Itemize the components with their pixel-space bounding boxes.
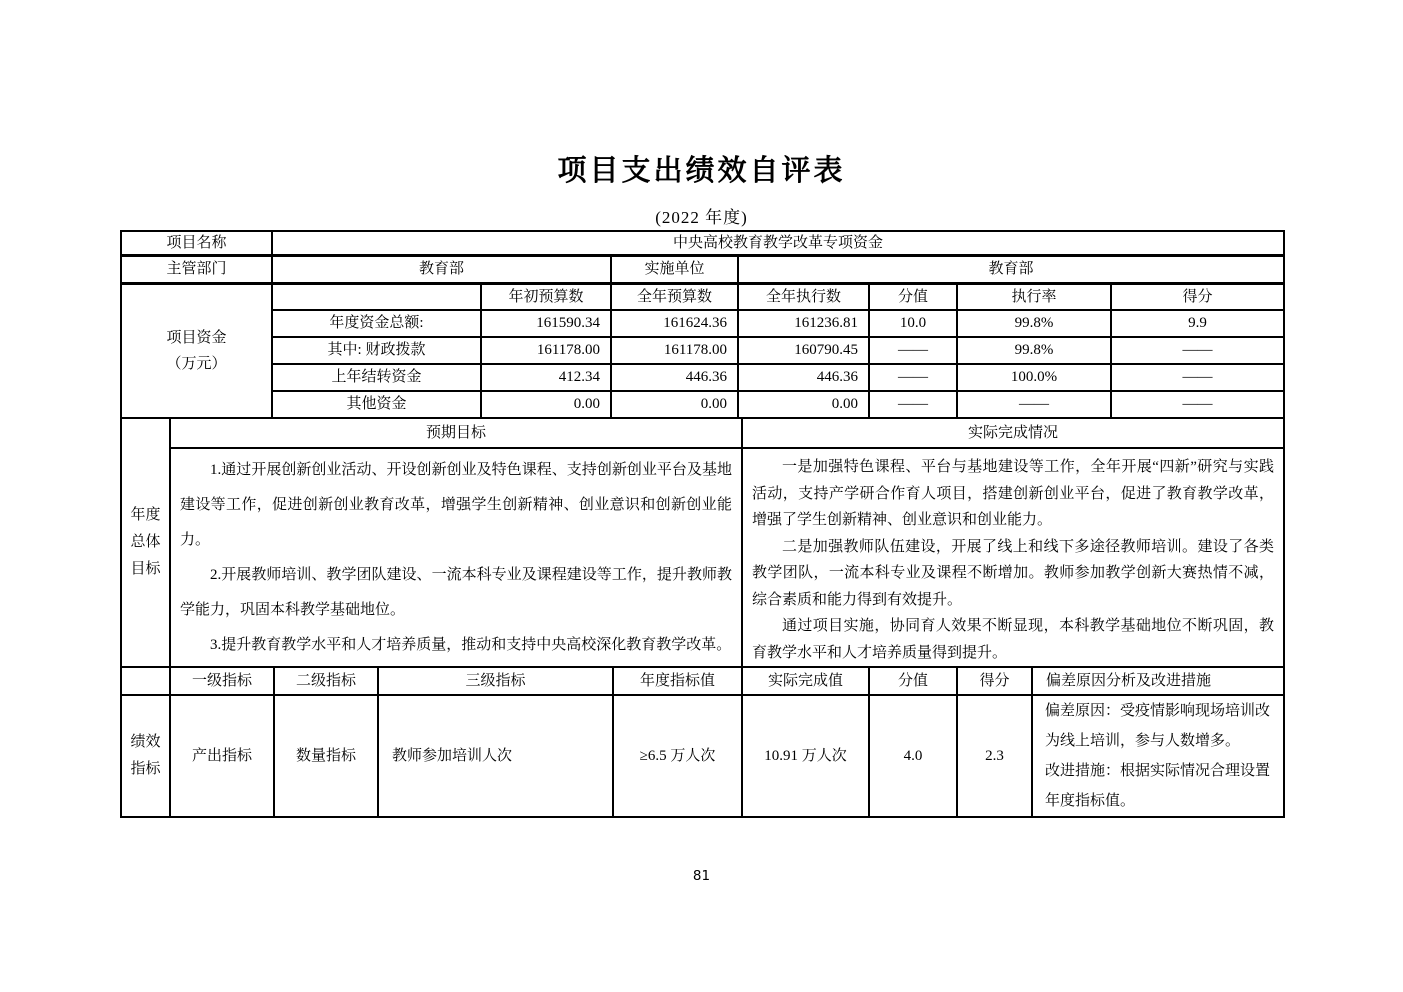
fund-initial: 161178.00 xyxy=(481,337,611,364)
fund-executed: 446.36 xyxy=(738,364,869,391)
table-row xyxy=(121,364,1284,391)
deviation-analysis-cell xyxy=(1032,695,1284,817)
page-number: 81 xyxy=(692,868,711,884)
goals-section-label-text: 年度总体目标 xyxy=(130,507,161,577)
fund-weight: —— xyxy=(869,337,957,364)
goals-header-row xyxy=(121,418,1284,448)
funds-header-weight: 分值 xyxy=(869,283,957,310)
indicator-level1: 产出指标 xyxy=(170,695,274,817)
fund-initial: 412.34 xyxy=(481,364,611,391)
fund-row-name: 上年结转资金 xyxy=(272,364,481,391)
funds-header-annual: 全年预算数 xyxy=(611,283,738,310)
funds-header-rate: 执行率 xyxy=(957,283,1111,310)
expected-goals-text xyxy=(170,448,742,667)
indicators-table xyxy=(120,666,1285,818)
page-subtitle: (2022 年度) xyxy=(655,208,748,227)
indicator-header-level3: 三级指标 xyxy=(378,667,613,695)
fund-annual: 161624.36 xyxy=(611,310,738,337)
indicator-header-deviation: 偏差原因分析及改进措施 xyxy=(1032,667,1284,695)
table-row xyxy=(121,310,1284,337)
fund-annual: 161178.00 xyxy=(611,337,738,364)
project-name-label: 项目名称 xyxy=(121,231,272,255)
indicator-level3: 教师参加培训人次 xyxy=(378,695,613,817)
fund-executed: 161236.81 xyxy=(738,310,869,337)
indicator-header-score: 得分 xyxy=(957,667,1032,695)
project-name-value: 中央高校教育教学改革专项资金 xyxy=(272,231,1284,255)
improvement-measure: 改进措施：根据实际情况合理设置年度指标值。 xyxy=(1045,763,1271,809)
department-row xyxy=(121,255,1284,283)
indicator-header-weight: 分值 xyxy=(869,667,957,695)
fund-score: 9.9 xyxy=(1111,310,1284,337)
fund-initial: 0.00 xyxy=(481,391,611,418)
indicator-header-actual: 实际完成值 xyxy=(742,667,869,695)
annual-goals-table xyxy=(120,417,1285,668)
table-row xyxy=(121,695,1284,817)
actual-paragraph: 二是加强教师队伍建设，开展了线上和线下多途径教师培训。建设了各类教学团队，一流本科专业及课程不断增加。教师参加教学创新大赛热情不减，综合素质和能力得到有效提升。 xyxy=(752,538,1274,608)
page-title: 项目支出绩效自评表 xyxy=(557,155,846,187)
funds-header-executed: 全年执行数 xyxy=(738,283,869,310)
actual-paragraph: 一是加强特色课程、平台与基地建设等工作，全年开展“四新”研究与实践活动，支持产学研合作育人项目，搭建创新创业平台，促进了教育教学改革，增强了学生创新精神、创业意识和创业能力。 xyxy=(752,459,1274,528)
funds-blank-header xyxy=(272,283,481,310)
fund-weight: —— xyxy=(869,391,957,418)
fund-score: —— xyxy=(1111,391,1284,418)
fund-rate: 99.8% xyxy=(957,337,1111,364)
indicator-header-level1: 一级指标 xyxy=(170,667,274,695)
funds-header-row xyxy=(121,283,1284,310)
fund-rate: —— xyxy=(957,391,1111,418)
expected-paragraph: 1.通过开展创新创业活动、开设创新创业及特色课程、支持创新创业平台及基地建设等工作，促进创新创业教育改革，增强学生创新精神、创业意识和创新创业能力。 xyxy=(180,461,732,548)
indicator-weight: 4.0 xyxy=(869,695,957,817)
goals-section-label xyxy=(121,418,170,667)
fund-annual: 0.00 xyxy=(611,391,738,418)
dept-label: 主管部门 xyxy=(121,255,272,283)
table-row xyxy=(121,337,1284,364)
indicators-section-label xyxy=(121,695,170,817)
indicator-header-target: 年度指标值 xyxy=(613,667,742,695)
dept-value: 教育部 xyxy=(272,255,611,283)
project-name-row xyxy=(121,231,1284,255)
indicator-level2: 数量指标 xyxy=(274,695,378,817)
indicator-actual-value: 10.91 万人次 xyxy=(742,695,869,817)
fund-score: —— xyxy=(1111,364,1284,391)
funds-header-initial: 年初预算数 xyxy=(481,283,611,310)
actual-paragraph: 通过项目实施，协同育人效果不断显现，本科教学基础地位不断巩固，教育教学水平和人才培养质量得到提升。 xyxy=(752,618,1274,661)
fund-rate: 100.0% xyxy=(957,364,1111,391)
fund-executed: 160790.45 xyxy=(738,337,869,364)
funds-label-line1: 项目资金 xyxy=(166,329,227,346)
expected-goals-header: 预期目标 xyxy=(170,418,742,448)
funds-label-line2: （万元） xyxy=(166,355,227,372)
impl-unit-value: 教育部 xyxy=(738,255,1284,283)
funds-section-label xyxy=(121,283,272,418)
fund-weight: 10.0 xyxy=(869,310,957,337)
actual-completion-header: 实际完成情况 xyxy=(742,418,1284,448)
fund-row-name: 年度资金总额: xyxy=(272,310,481,337)
fund-score: —— xyxy=(1111,337,1284,364)
fund-weight: —— xyxy=(869,364,957,391)
actual-completion-text xyxy=(742,448,1284,667)
indicators-blank-header xyxy=(121,667,170,695)
fund-annual: 446.36 xyxy=(611,364,738,391)
indicators-section-label-text: 绩效指标 xyxy=(130,734,161,777)
deviation-reason: 偏差原因：受疫情影响现场培训改为线上培训，参与人数增多。 xyxy=(1045,703,1271,749)
funds-header-score: 得分 xyxy=(1111,283,1284,310)
indicator-target-value: ≥6.5 万人次 xyxy=(613,695,742,817)
fund-row-name: 其他资金 xyxy=(272,391,481,418)
indicators-header-row xyxy=(121,667,1284,695)
table-row xyxy=(121,391,1284,418)
expected-paragraph: 3.提升教育教学水平和人才培养质量，推动和支持中央高校深化教育教学改革。 xyxy=(210,636,732,653)
goals-body-row xyxy=(121,448,1284,667)
project-info-funds-table xyxy=(120,230,1285,419)
fund-rate: 99.8% xyxy=(957,310,1111,337)
fund-initial: 161590.34 xyxy=(481,310,611,337)
fund-row-name: 其中: 财政拨款 xyxy=(272,337,481,364)
indicator-header-level2: 二级指标 xyxy=(274,667,378,695)
impl-unit-label: 实施单位 xyxy=(611,255,738,283)
expected-paragraph: 2.开展教师培训、教学团队建设、一流本科专业及课程建设等工作，提升教师教学能力，巩固本科教学基础地位。 xyxy=(180,566,732,618)
indicator-score: 2.3 xyxy=(957,695,1032,817)
fund-executed: 0.00 xyxy=(738,391,869,418)
self-evaluation-table xyxy=(120,230,1283,818)
